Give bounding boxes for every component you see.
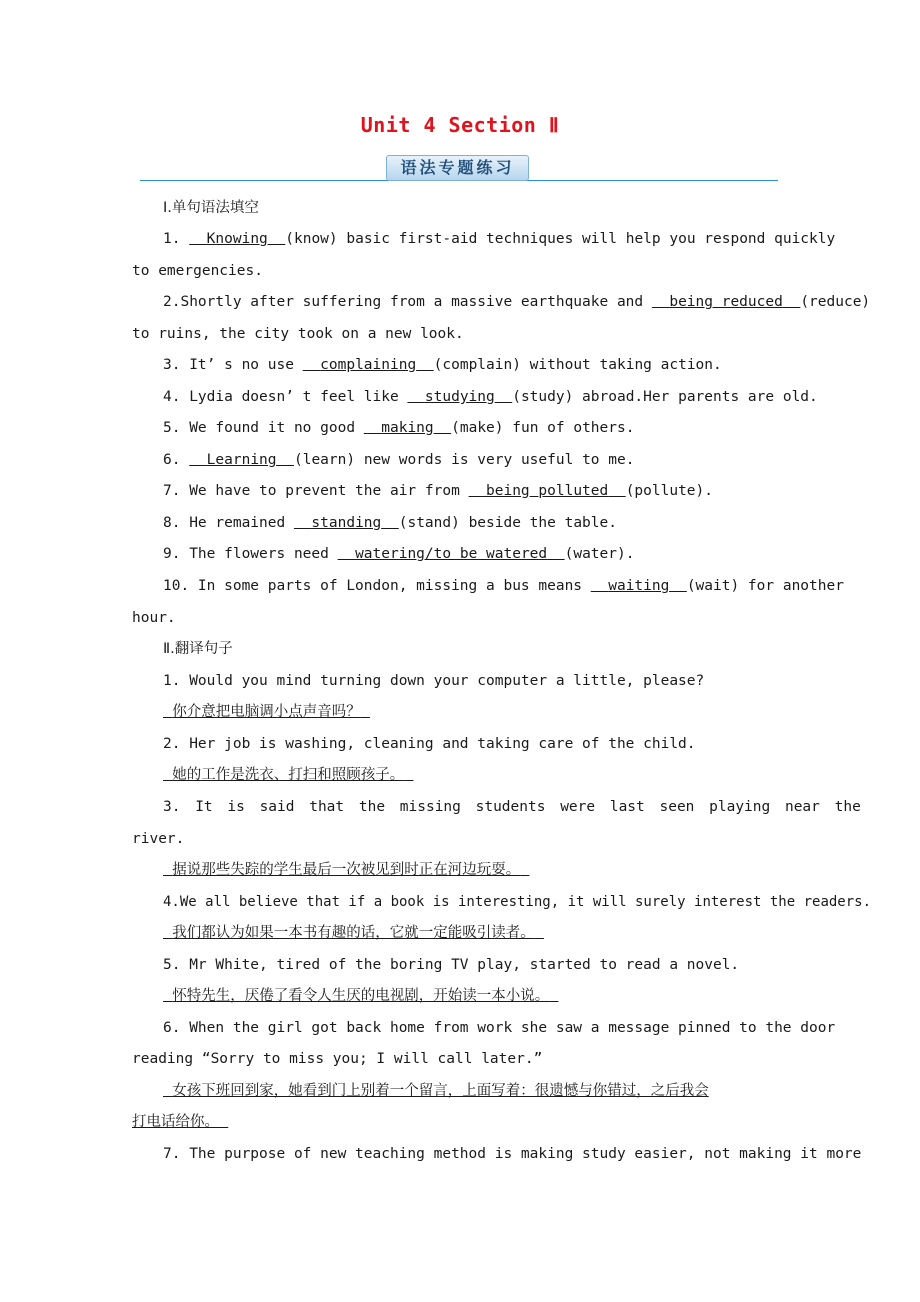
translation-6-en-cont: reading “Sorry to miss you; I will call later.”	[132, 1051, 543, 1067]
exercise-10: 10. In some parts of London, missing a bus means waiting (wait) for another	[163, 578, 844, 594]
translation-1-zh: 你介意把电脑调小点声音吗？	[172, 704, 361, 720]
page-title: Unit 4 Section Ⅱ	[360, 113, 560, 137]
translation-3-zh: 据说那些失踪的学生最后一次被见到时正在河边玩耍。	[172, 862, 521, 878]
translation-2-zh: 她的工作是洗衣、打扫和照顾孩子。	[172, 767, 405, 783]
exercise-10-cont: hour.	[132, 610, 176, 626]
part1-heading: Ⅰ.单句语法填空	[163, 200, 259, 216]
answer-9: watering/to be watered	[355, 546, 548, 562]
translation-5-zh: 怀特先生，厌倦了看令人生厌的电视剧，开始读一本小说。	[172, 988, 550, 1004]
answer-5: making	[381, 420, 434, 436]
translation-6-en: 6. When the girl got back home from work she saw a message pinned to the door	[163, 1020, 836, 1036]
answer-10: waiting	[608, 578, 670, 594]
exercise-4: 4. Lydia doesn’ t feel like studying (study) abroad.Her parents are old.	[163, 389, 818, 405]
exercise-2-cont: to ruins, the city took on a new look.	[132, 326, 464, 342]
answer-1: Knowing	[206, 231, 268, 247]
translation-6-zh-cont: 打电话给你。	[132, 1114, 219, 1130]
exercise-8: 8. He remained standing (stand) beside the table.	[163, 515, 617, 531]
exercise-7: 7. We have to prevent the air from being polluted (pollute).	[163, 483, 714, 499]
part2-heading: Ⅱ.翻译句子	[163, 641, 233, 657]
exercise-2: 2.Shortly after suffering from a massive earthquake and being reduced (reduce)	[163, 294, 871, 310]
answer-4: studying	[424, 389, 495, 405]
translation-1-en: 1. Would you mind turning down your computer a little, please?	[163, 673, 705, 689]
translation-4-en: 4.We all believe that if a book is interesting, it will surely interest the readers.	[163, 894, 872, 910]
translation-2-en: 2. Her job is washing, cleaning and taking care of the child.	[163, 736, 696, 752]
translation-3-en: 3. It is said that the missing students were last seen playing near the	[163, 799, 861, 815]
exercise-5: 5. We found it no good making (make) fun of others.	[163, 420, 635, 436]
translation-6-zh: 女孩下班回到家，她看到门上别着一个留言，上面写着：很遗憾与你错过，之后我会	[172, 1083, 709, 1099]
answer-6: Learning	[206, 452, 277, 468]
answer-7: being polluted	[486, 483, 609, 499]
answer-8: standing	[311, 515, 382, 531]
translation-3-en-cont: river.	[132, 831, 185, 847]
translation-5-en: 5. Mr White, tired of the boring TV play, started to read a novel.	[163, 957, 740, 973]
exercise-3: 3. It’ s no use complaining (complain) without taking action.	[163, 357, 722, 373]
exercise-1-cont: to emergencies.	[132, 263, 263, 279]
section-badge: 语法专题练习	[386, 155, 529, 181]
answer-2: being reduced	[669, 294, 783, 310]
exercise-6: 6. Learning (learn) new words is very useful to me.	[163, 452, 635, 468]
exercise-9: 9. The flowers need watering/to be watered (water).	[163, 546, 635, 562]
exercise-1: 1. Knowing (know) basic first-aid techniques will help you respond quickly	[163, 231, 836, 247]
translation-7-en: 7. The purpose of new teaching method is making study easier, not making it more	[163, 1146, 862, 1162]
answer-3: complaining	[320, 357, 417, 373]
translation-4-zh: 我们都认为如果一本书有趣的话，它就一定能吸引读者。	[172, 925, 535, 941]
